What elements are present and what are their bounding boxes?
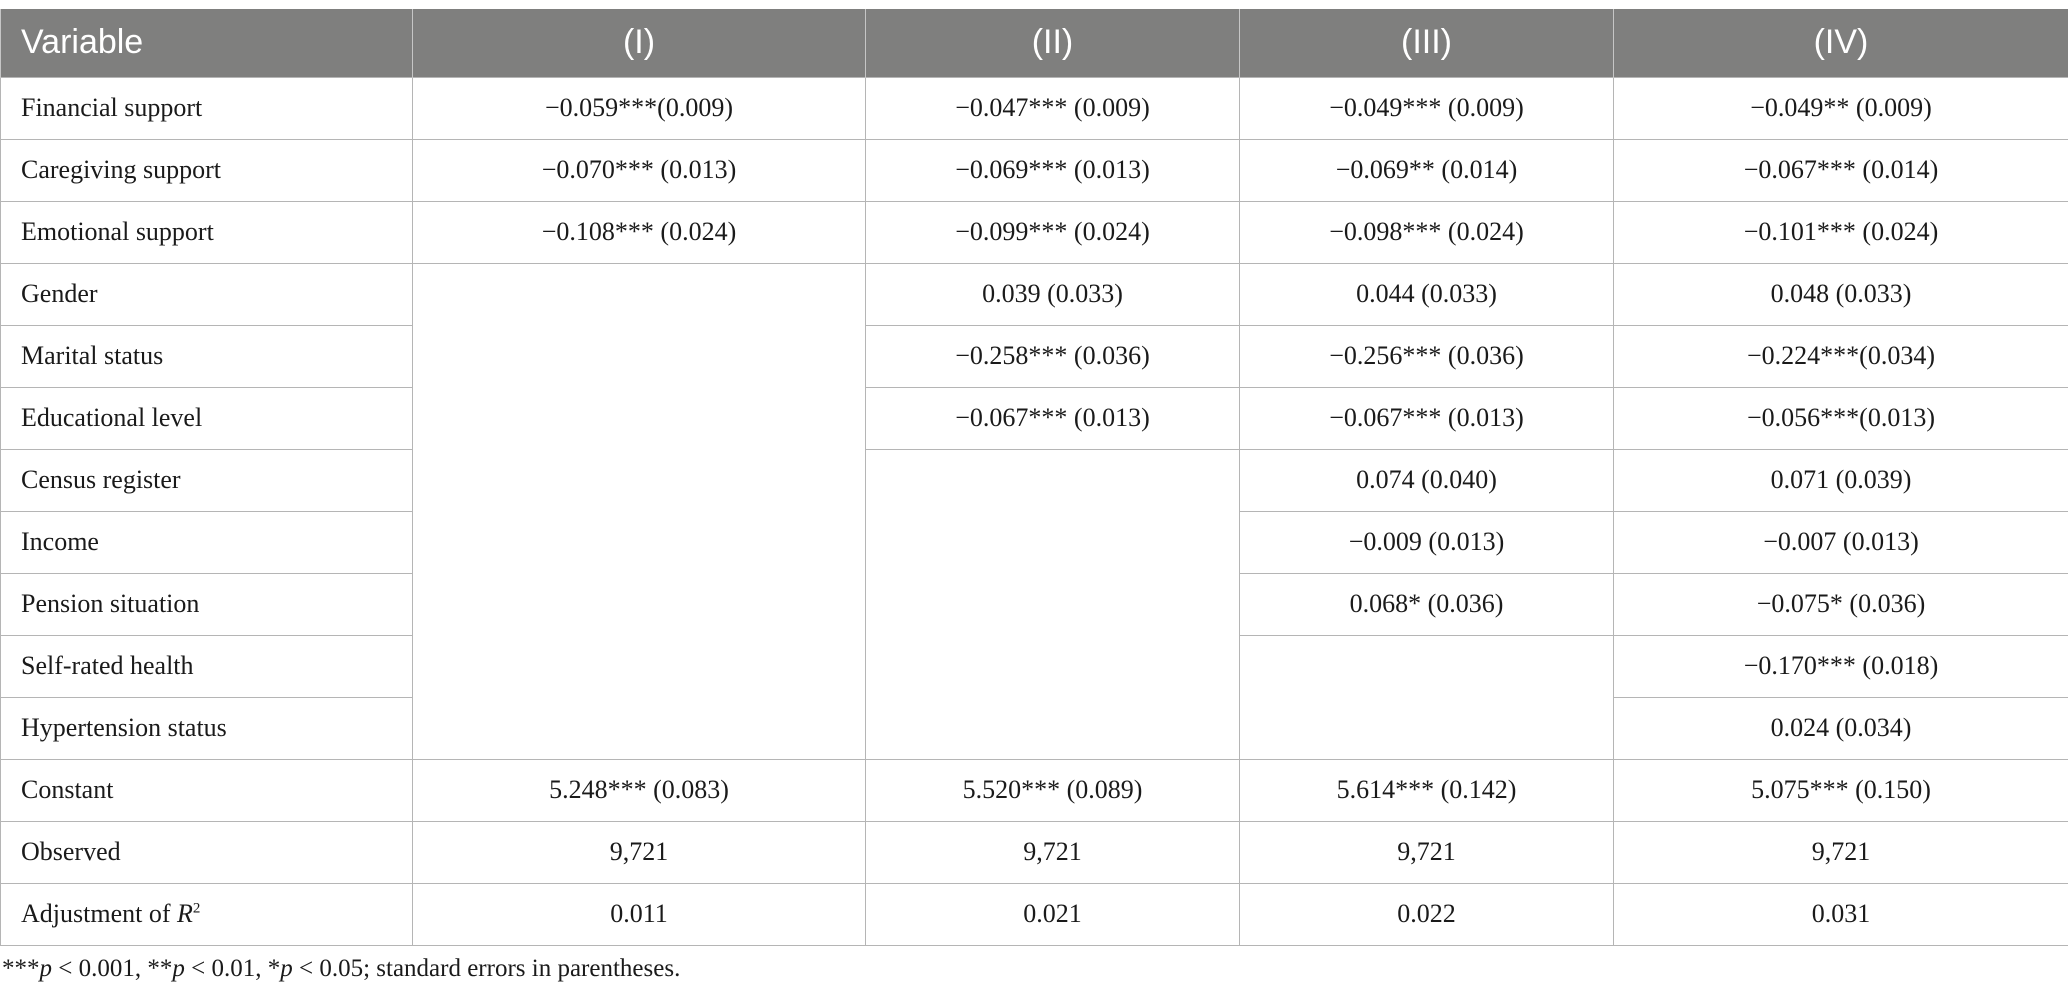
cell: 0.068* (0.036)	[1240, 573, 1614, 635]
table-row	[1, 883, 2068, 945]
header-model-4: (IV)	[1614, 9, 2068, 77]
row-label: Marital status	[1, 325, 413, 387]
row-label: Pension situation	[1, 573, 413, 635]
regression-table	[0, 9, 2068, 946]
cell: −0.224***(0.034)	[1614, 325, 2068, 387]
cell: −0.049*** (0.009)	[1240, 77, 1614, 139]
table-row	[1, 449, 2068, 511]
cell: −0.069** (0.014)	[1240, 139, 1614, 201]
cell: 5.075*** (0.150)	[1614, 759, 2068, 821]
table-row	[1, 263, 2068, 325]
table-row	[1, 759, 2068, 821]
cell: 0.011	[413, 883, 866, 945]
cell: 9,721	[413, 821, 866, 883]
cell: 9,721	[1614, 821, 2068, 883]
footnote-p-1: p	[39, 955, 52, 982]
row-label: Constant	[1, 759, 413, 821]
row-label: Observed	[1, 821, 413, 883]
cell: 5.520*** (0.089)	[866, 759, 1240, 821]
cell: −0.170*** (0.018)	[1614, 635, 2068, 697]
cell: 0.022	[1240, 883, 1614, 945]
cell: 0.048 (0.033)	[1614, 263, 2068, 325]
row-label: Emotional support	[1, 201, 413, 263]
cell: −0.047*** (0.009)	[866, 77, 1240, 139]
cell: 0.044 (0.033)	[1240, 263, 1614, 325]
cell: −0.256*** (0.036)	[1240, 325, 1614, 387]
cell: 9,721	[1240, 821, 1614, 883]
cell: −0.098*** (0.024)	[1240, 201, 1614, 263]
footnote-p-3: p	[280, 955, 293, 982]
footnote-stars-3: *	[267, 955, 281, 982]
row-label-r-squared	[1, 883, 413, 945]
table-row	[1, 201, 2068, 263]
cell: −0.067*** (0.014)	[1614, 139, 2068, 201]
footnote-stars-2: **	[147, 955, 173, 982]
cell: 5.614*** (0.142)	[1240, 759, 1614, 821]
cell: 0.021	[866, 883, 1240, 945]
footnote-stars-1: ***	[2, 955, 40, 982]
cell: −0.099*** (0.024)	[866, 201, 1240, 263]
cell: −0.056***(0.013)	[1614, 387, 2068, 449]
cell: 0.071 (0.039)	[1614, 449, 2068, 511]
cell: −0.258*** (0.036)	[866, 325, 1240, 387]
cell: −0.007 (0.013)	[1614, 511, 2068, 573]
table-header-row	[1, 9, 2068, 77]
table-row	[1, 387, 2068, 449]
cell: 5.248*** (0.083)	[413, 759, 866, 821]
header-model-3: (III)	[1240, 9, 1614, 77]
cell: −0.101*** (0.024)	[1614, 201, 2068, 263]
table-row	[1, 77, 2068, 139]
row-label: Census register	[1, 449, 413, 511]
cell: 9,721	[866, 821, 1240, 883]
cell: −0.067*** (0.013)	[1240, 387, 1614, 449]
row-label: Hypertension status	[1, 697, 413, 759]
cell: −0.108*** (0.024)	[413, 201, 866, 263]
row-label-prefix: Adjustment of	[21, 899, 177, 928]
superscript-2: 2	[192, 900, 201, 917]
cell: 0.031	[1614, 883, 2068, 945]
row-label: Caregiving support	[1, 139, 413, 201]
row-label: Income	[1, 511, 413, 573]
cell: −0.067*** (0.013)	[866, 387, 1240, 449]
cell: 0.074 (0.040)	[1240, 449, 1614, 511]
header-model-1: (I)	[413, 9, 866, 77]
cell: −0.059***(0.009)	[413, 77, 866, 139]
empty-cell-block	[866, 449, 1240, 759]
row-label: Gender	[1, 263, 413, 325]
table-row	[1, 325, 2068, 387]
footnote-threshold-1: < 0.001,	[52, 955, 148, 982]
table-row	[1, 139, 2068, 201]
footnote-threshold-3: < 0.05; standard errors in parentheses.	[292, 955, 681, 982]
cell: 0.039 (0.033)	[866, 263, 1240, 325]
header-model-2: (II)	[866, 9, 1240, 77]
empty-cell-block	[1240, 635, 1614, 759]
header-variable: Variable	[1, 9, 413, 77]
row-label: Educational level	[1, 387, 413, 449]
table-footnote	[2, 955, 680, 983]
cell: −0.069*** (0.013)	[866, 139, 1240, 201]
cell: 0.024 (0.034)	[1614, 697, 2068, 759]
cell: −0.049** (0.009)	[1614, 77, 2068, 139]
empty-cell-block	[413, 263, 866, 759]
cell: −0.070*** (0.013)	[413, 139, 866, 201]
row-label: Financial support	[1, 77, 413, 139]
footnote-p-2: p	[172, 955, 185, 982]
footnote-threshold-2: < 0.01,	[184, 955, 268, 982]
r-symbol: R	[177, 899, 193, 928]
table-row	[1, 821, 2068, 883]
cell: −0.009 (0.013)	[1240, 511, 1614, 573]
cell: −0.075* (0.036)	[1614, 573, 2068, 635]
row-label: Self-rated health	[1, 635, 413, 697]
